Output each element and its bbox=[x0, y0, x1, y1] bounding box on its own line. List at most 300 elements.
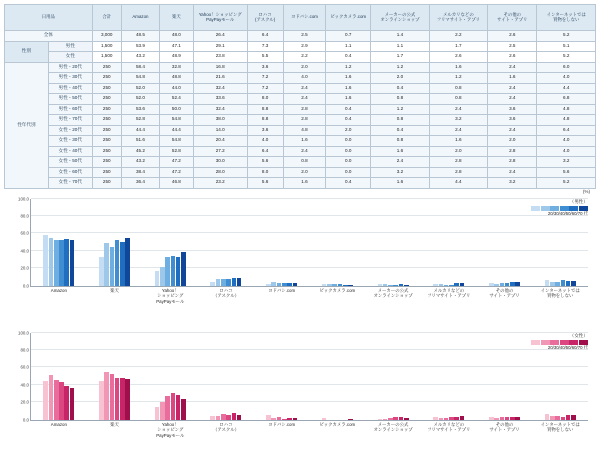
survey-table bbox=[4, 4, 596, 189]
table-cell: 8.0 bbox=[247, 167, 283, 178]
table-cell: 51.6 bbox=[121, 136, 159, 147]
table-row bbox=[5, 73, 596, 84]
bar-group bbox=[198, 333, 254, 420]
bar bbox=[277, 283, 282, 285]
bar bbox=[120, 242, 125, 286]
table-row-label: 男性・20代 bbox=[48, 62, 92, 73]
table-row bbox=[5, 83, 596, 94]
table-cell: 5.5 bbox=[247, 52, 283, 63]
bar bbox=[293, 418, 298, 419]
chart-female-legend-caption: 20/30/40/50/60/70 代 bbox=[531, 345, 588, 351]
bar-groups bbox=[31, 199, 588, 286]
table-cell: 6.4 bbox=[247, 31, 283, 42]
table-cell: 0.0 bbox=[326, 167, 371, 178]
bar bbox=[439, 284, 444, 285]
table-cell: 2.4 bbox=[283, 146, 326, 157]
bar bbox=[171, 393, 176, 419]
table-cell: 48.9 bbox=[160, 52, 194, 63]
bar bbox=[155, 271, 160, 286]
table-cell: 6.4 bbox=[247, 146, 283, 157]
table-cell: 36.4 bbox=[121, 178, 159, 189]
bar bbox=[571, 415, 576, 420]
bar bbox=[378, 284, 383, 285]
table-cell: 52.0 bbox=[121, 83, 159, 94]
y-axis-tick-label: 40.0 bbox=[7, 248, 29, 253]
bar bbox=[393, 417, 398, 419]
table-cell: 3.2 bbox=[537, 157, 596, 168]
bar bbox=[216, 279, 221, 285]
table-cell: 6.0 bbox=[537, 62, 596, 73]
x-axis-tick-label: その他の サイト・アプリ bbox=[477, 422, 533, 433]
table-body bbox=[5, 31, 596, 189]
table-col-header: メーカーの公式 オンラインショップ bbox=[371, 5, 429, 31]
chart-female-plot bbox=[30, 333, 588, 421]
x-axis-tick-label: ビックカメラ.com bbox=[310, 288, 366, 294]
table-cell: 2.0 bbox=[429, 146, 487, 157]
table-col-header: その他の サイト・アプリ bbox=[488, 5, 537, 31]
table-cell: 7.2 bbox=[247, 83, 283, 94]
table-cell: 0.8 bbox=[371, 115, 429, 126]
bar-group bbox=[254, 199, 310, 286]
x-axis-tick-label: ロハコ （アスクル） bbox=[198, 422, 254, 433]
x-axis-tick-label: ロハコ （アスクル） bbox=[198, 288, 254, 299]
table-cell: 1.1 bbox=[326, 41, 371, 52]
bar bbox=[399, 284, 404, 285]
bar bbox=[545, 280, 550, 285]
bar bbox=[49, 238, 54, 286]
table-cell: 1.2 bbox=[371, 62, 429, 73]
x-axis-tick-label: ヨドバシ.com bbox=[254, 422, 310, 428]
chart-male-title: （男性） bbox=[531, 199, 588, 205]
bar-group bbox=[310, 199, 366, 286]
bar bbox=[155, 407, 160, 419]
bar bbox=[165, 257, 170, 285]
x-axis-tick-label: 楽天 bbox=[87, 422, 143, 428]
bar bbox=[439, 418, 444, 419]
bar bbox=[505, 417, 510, 419]
table-cell: 43.2 bbox=[121, 52, 159, 63]
table-cell: 2.8 bbox=[429, 157, 487, 168]
bar bbox=[454, 283, 459, 285]
table-cell: 0.4 bbox=[326, 52, 371, 63]
bar bbox=[515, 282, 520, 285]
table-cell: 48.5 bbox=[121, 31, 159, 42]
x-axis-tick-label: Amazon bbox=[31, 288, 87, 294]
y-axis-tick-label: 80.0 bbox=[7, 347, 29, 352]
table-row-label: 女性・20代 bbox=[48, 125, 92, 136]
table-cell: 4.4 bbox=[537, 83, 596, 94]
table-cell: 2.4 bbox=[488, 94, 537, 105]
table-cell: 5.1 bbox=[537, 41, 596, 52]
table-cell: 1.4 bbox=[371, 31, 429, 42]
x-axis-tick-label: メルカリなどの フリマサイト・アプリ bbox=[421, 422, 477, 433]
table-cell: 0.0 bbox=[326, 136, 371, 147]
table-group-label: 性別 bbox=[5, 41, 49, 62]
y-axis-tick-label: 80.0 bbox=[7, 213, 29, 218]
table-cell: 250 bbox=[92, 157, 121, 168]
table-cell: 53.6 bbox=[121, 104, 159, 115]
table-cell: 2.4 bbox=[429, 104, 487, 115]
table-col-header: 日用品 bbox=[5, 5, 93, 31]
table-cell: 26.4 bbox=[193, 31, 247, 42]
bar bbox=[444, 285, 449, 286]
table-row-label: 男性・50代 bbox=[48, 94, 92, 105]
table-cell: 2.2 bbox=[429, 31, 487, 42]
bar bbox=[282, 419, 287, 420]
table-cell: 2.4 bbox=[371, 157, 429, 168]
table-row bbox=[5, 62, 596, 73]
table-cell: 250 bbox=[92, 73, 121, 84]
bar bbox=[287, 283, 292, 285]
bar bbox=[510, 282, 515, 285]
table-col-header: ヨドバシ.com bbox=[283, 5, 326, 31]
table-cell: 0.7 bbox=[326, 31, 371, 42]
x-axis-tick-label: Amazon bbox=[31, 422, 87, 428]
bar bbox=[43, 235, 48, 286]
bar-group bbox=[310, 333, 366, 420]
table-cell: 3,000 bbox=[92, 31, 121, 42]
table-row bbox=[5, 115, 596, 126]
y-axis-tick-label: 40.0 bbox=[7, 382, 29, 387]
bar bbox=[54, 380, 59, 419]
x-axis-tick-label: メルカリなどの フリマサイト・アプリ bbox=[421, 288, 477, 299]
x-axis-tick-label: メーカーの公式 オンラインショップ bbox=[365, 422, 421, 433]
bar bbox=[59, 240, 64, 285]
table-cell: 2.9 bbox=[283, 41, 326, 52]
bar bbox=[500, 283, 505, 285]
table-cell: 4.0 bbox=[537, 73, 596, 84]
bar bbox=[449, 417, 454, 419]
table-col-header: 楽天 bbox=[160, 5, 194, 31]
table-cell: 0.4 bbox=[371, 125, 429, 136]
table-col-header: Amazon bbox=[121, 5, 159, 31]
table-row bbox=[5, 31, 596, 42]
table-cell: 2.0 bbox=[488, 136, 537, 147]
table-cell: 3.6 bbox=[247, 125, 283, 136]
table-cell: 54.8 bbox=[160, 115, 194, 126]
bar bbox=[494, 284, 499, 285]
table-cell: 54.8 bbox=[160, 136, 194, 147]
bar bbox=[282, 283, 287, 285]
table-row-label: 女性・60代 bbox=[48, 167, 92, 178]
table-row bbox=[5, 146, 596, 157]
bar-group bbox=[87, 199, 143, 286]
table-cell: 5.6 bbox=[247, 157, 283, 168]
table-cell: 16.8 bbox=[193, 62, 247, 73]
table-cell: 1.6 bbox=[326, 94, 371, 105]
bar bbox=[99, 257, 104, 286]
y-axis-tick-label: 100.0 bbox=[7, 196, 29, 201]
table-cell: 2.4 bbox=[429, 125, 487, 136]
table-cell: 2.0 bbox=[283, 167, 326, 178]
table-cell: 23.8 bbox=[193, 52, 247, 63]
bar bbox=[54, 240, 59, 285]
bar bbox=[383, 284, 388, 286]
table-cell: 2.5 bbox=[488, 41, 537, 52]
table-cell: 1.2 bbox=[371, 104, 429, 115]
table-cell: 38.0 bbox=[193, 115, 247, 126]
table-cell: 250 bbox=[92, 167, 121, 178]
table-cell: 6.8 bbox=[537, 94, 596, 105]
table-cell: 3.2 bbox=[429, 115, 487, 126]
table-cell: 0.0 bbox=[326, 157, 371, 168]
bar bbox=[70, 388, 75, 420]
table-cell: 0.8 bbox=[283, 157, 326, 168]
table-row bbox=[5, 94, 596, 105]
table-row-label: 女性・70代 bbox=[48, 178, 92, 189]
table-row-label: 女性・50代 bbox=[48, 157, 92, 168]
table-cell: 2.2 bbox=[283, 52, 326, 63]
table-cell: 32.8 bbox=[160, 62, 194, 73]
bar bbox=[550, 282, 555, 285]
table-cell: 4.4 bbox=[429, 178, 487, 189]
table-cell: 45.2 bbox=[121, 146, 159, 157]
chart-male-legend-caption: 20/30/40/50/60/70 代 bbox=[531, 211, 588, 217]
table-cell: 27.2 bbox=[193, 146, 247, 157]
table-row bbox=[5, 136, 596, 147]
bar-group bbox=[421, 333, 477, 420]
table-cell: 0.4 bbox=[326, 104, 371, 115]
table-row bbox=[5, 41, 596, 52]
bar bbox=[271, 282, 276, 285]
bar bbox=[210, 282, 215, 285]
table-cell: 32.4 bbox=[193, 104, 247, 115]
table-cell: 4.0 bbox=[537, 136, 596, 147]
bar bbox=[277, 417, 282, 419]
bar-group bbox=[254, 333, 310, 420]
table-col-header: メルカリなどの フリマサイト・アプリ bbox=[429, 5, 487, 31]
x-axis-tick-label: その他の サイト・アプリ bbox=[477, 288, 533, 299]
table-cell: 2.4 bbox=[488, 83, 537, 94]
table-row bbox=[5, 104, 596, 115]
table-cell: 250 bbox=[92, 125, 121, 136]
bar bbox=[110, 374, 115, 420]
table-cell: 1,500 bbox=[92, 41, 121, 52]
table-cell: 1,500 bbox=[92, 52, 121, 63]
bar bbox=[266, 415, 271, 419]
table-cell: 44.4 bbox=[121, 125, 159, 136]
bar bbox=[449, 285, 454, 286]
table-cell: 2.4 bbox=[283, 83, 326, 94]
x-axis-tick-label: Yahoo！ ショッピング PayPayモール bbox=[142, 422, 198, 439]
table-col-header: ロハコ (アスクル) bbox=[247, 5, 283, 31]
bar bbox=[171, 256, 176, 285]
bar bbox=[505, 283, 510, 285]
table-row-label: 全体 bbox=[5, 31, 93, 42]
table-cell: 28.0 bbox=[193, 167, 247, 178]
bar bbox=[70, 240, 75, 286]
bar bbox=[444, 418, 449, 420]
chart-female-title: （女性） bbox=[531, 333, 588, 339]
table-cell: 43.2 bbox=[121, 157, 159, 168]
table-col-header: 合計 bbox=[92, 5, 121, 31]
bar bbox=[561, 280, 566, 286]
table-cell: 4.8 bbox=[537, 115, 596, 126]
table-cell: 8.8 bbox=[247, 115, 283, 126]
bar bbox=[494, 418, 499, 420]
table-cell: 2.6 bbox=[429, 52, 487, 63]
bar-group bbox=[142, 333, 198, 420]
table-cell: 0.4 bbox=[326, 178, 371, 189]
table-header bbox=[5, 5, 596, 31]
table-cell: 54.8 bbox=[121, 73, 159, 84]
table-cell: 4.0 bbox=[247, 136, 283, 147]
x-axis-tick-label: ビックカメラ.com bbox=[310, 422, 366, 428]
table-cell: 1.6 bbox=[429, 62, 487, 73]
table-cell: 0.8 bbox=[429, 94, 487, 105]
table-cell: 21.6 bbox=[193, 73, 247, 84]
bar bbox=[571, 281, 576, 285]
table-header-row bbox=[5, 5, 596, 31]
bar bbox=[460, 283, 465, 286]
table-cell: 250 bbox=[92, 83, 121, 94]
bar bbox=[433, 284, 438, 285]
table-cell: 20.4 bbox=[193, 136, 247, 147]
table-row-label: 男性・60代 bbox=[48, 104, 92, 115]
table-cell: 33.6 bbox=[193, 94, 247, 105]
bar bbox=[393, 285, 398, 286]
table-cell: 0.8 bbox=[371, 94, 429, 105]
table-cell: 7.2 bbox=[247, 73, 283, 84]
bar bbox=[383, 419, 388, 420]
table-cell: 2.8 bbox=[429, 167, 487, 178]
table-cell: 250 bbox=[92, 104, 121, 115]
bar bbox=[125, 238, 130, 286]
table-cell: 44.0 bbox=[160, 83, 194, 94]
table-cell: 0.4 bbox=[371, 83, 429, 94]
table-cell: 5.2 bbox=[537, 31, 596, 42]
y-axis-tick-label: 60.0 bbox=[7, 231, 29, 236]
bar bbox=[181, 399, 186, 419]
bar-groups bbox=[31, 333, 588, 420]
table-cell: 2.0 bbox=[371, 73, 429, 84]
table-cell: 2.6 bbox=[488, 31, 537, 42]
y-axis-tick-label: 20.0 bbox=[7, 266, 29, 271]
table-cell: 8.8 bbox=[247, 104, 283, 115]
bar bbox=[226, 279, 231, 286]
table-row-label: 男性 bbox=[48, 41, 92, 52]
table-cell: 47.2 bbox=[160, 167, 194, 178]
table-cell: 29.1 bbox=[193, 41, 247, 52]
table-cell: 5.6 bbox=[537, 167, 596, 178]
table-cell: 23.2 bbox=[193, 178, 247, 189]
bar bbox=[232, 413, 237, 420]
table-col-header: インターネットでは 買物をしない bbox=[537, 5, 596, 31]
bar bbox=[237, 415, 242, 420]
table-cell: 1.2 bbox=[326, 62, 371, 73]
bar bbox=[64, 239, 69, 286]
bar bbox=[566, 415, 571, 420]
table-cell: 4.8 bbox=[283, 125, 326, 136]
table-cell: 44.4 bbox=[160, 125, 194, 136]
bar bbox=[489, 283, 494, 285]
table-cell: 14.0 bbox=[193, 125, 247, 136]
bar bbox=[489, 417, 494, 419]
table-cell: 0.8 bbox=[371, 136, 429, 147]
table-cell: 4.0 bbox=[283, 73, 326, 84]
chart-male-plot bbox=[30, 199, 588, 287]
table-cell: 48.0 bbox=[160, 31, 194, 42]
table-cell: 2.4 bbox=[488, 62, 537, 73]
table-cell: 32.4 bbox=[193, 83, 247, 94]
table-cell: 52.8 bbox=[160, 146, 194, 157]
table-cell: 2.8 bbox=[283, 104, 326, 115]
bar bbox=[176, 257, 181, 285]
table-cell: 3.2 bbox=[488, 178, 537, 189]
bar bbox=[460, 416, 465, 420]
table-cell: 2.6 bbox=[488, 52, 537, 63]
table-row bbox=[5, 52, 596, 63]
table-cell: 52.8 bbox=[121, 115, 159, 126]
table-cell: 5.2 bbox=[537, 178, 596, 189]
bar bbox=[165, 396, 170, 420]
table-cell: 2.4 bbox=[488, 125, 537, 136]
y-axis-tick-label: 20.0 bbox=[7, 400, 29, 405]
table-cell: 1.7 bbox=[429, 41, 487, 52]
table-cell: 2.4 bbox=[488, 167, 537, 178]
bar bbox=[59, 382, 64, 420]
bar bbox=[99, 381, 104, 420]
table-cell: 3.6 bbox=[247, 62, 283, 73]
chart-female bbox=[4, 333, 596, 451]
bar bbox=[110, 247, 115, 285]
table-cell: 1.6 bbox=[429, 136, 487, 147]
bar bbox=[115, 378, 120, 419]
table-cell: 5.2 bbox=[537, 52, 596, 63]
bar-group bbox=[421, 199, 477, 286]
table-cell: 2.4 bbox=[283, 94, 326, 105]
bar-group bbox=[31, 199, 87, 286]
table-cell: 250 bbox=[92, 94, 121, 105]
table-cell: 47.2 bbox=[160, 157, 194, 168]
y-axis-tick-label: 100.0 bbox=[7, 330, 29, 335]
table-cell: 1.6 bbox=[371, 146, 429, 157]
y-axis-tick-label: 0.0 bbox=[7, 417, 29, 422]
bar bbox=[176, 395, 181, 419]
table-row bbox=[5, 167, 596, 178]
table-cell: 2.0 bbox=[283, 62, 326, 73]
bar bbox=[226, 415, 231, 420]
table-cell: 4.0 bbox=[537, 146, 596, 157]
table-row-label: 女性・30代 bbox=[48, 136, 92, 147]
table-row-label: 男性・70代 bbox=[48, 115, 92, 126]
bar-group bbox=[87, 333, 143, 420]
table-row-label: 女性 bbox=[48, 52, 92, 63]
bar-group bbox=[31, 333, 87, 420]
table-cell: 250 bbox=[92, 115, 121, 126]
table-cell: 3.6 bbox=[488, 115, 537, 126]
table-cell: 48.8 bbox=[160, 73, 194, 84]
table-col-header: ビックカメラ.com bbox=[326, 5, 371, 31]
bar bbox=[332, 284, 337, 285]
table-cell: 250 bbox=[92, 146, 121, 157]
chart-male bbox=[4, 199, 596, 317]
table-cell: 250 bbox=[92, 136, 121, 147]
table-cell: 5.6 bbox=[247, 178, 283, 189]
table-cell: 6.4 bbox=[537, 125, 596, 136]
bar bbox=[221, 279, 226, 285]
table-cell: 50.0 bbox=[160, 104, 194, 115]
table-cell: 47.1 bbox=[160, 41, 194, 52]
table-col-header: Yahoo！ショッピング PayPayモール bbox=[193, 5, 247, 31]
bar-group bbox=[477, 199, 533, 286]
table-cell: 2.8 bbox=[283, 115, 326, 126]
table-row bbox=[5, 157, 596, 168]
bar bbox=[322, 284, 327, 285]
bar bbox=[404, 418, 409, 419]
table-cell: 250 bbox=[92, 62, 121, 73]
table-cell: 1.6 bbox=[283, 136, 326, 147]
